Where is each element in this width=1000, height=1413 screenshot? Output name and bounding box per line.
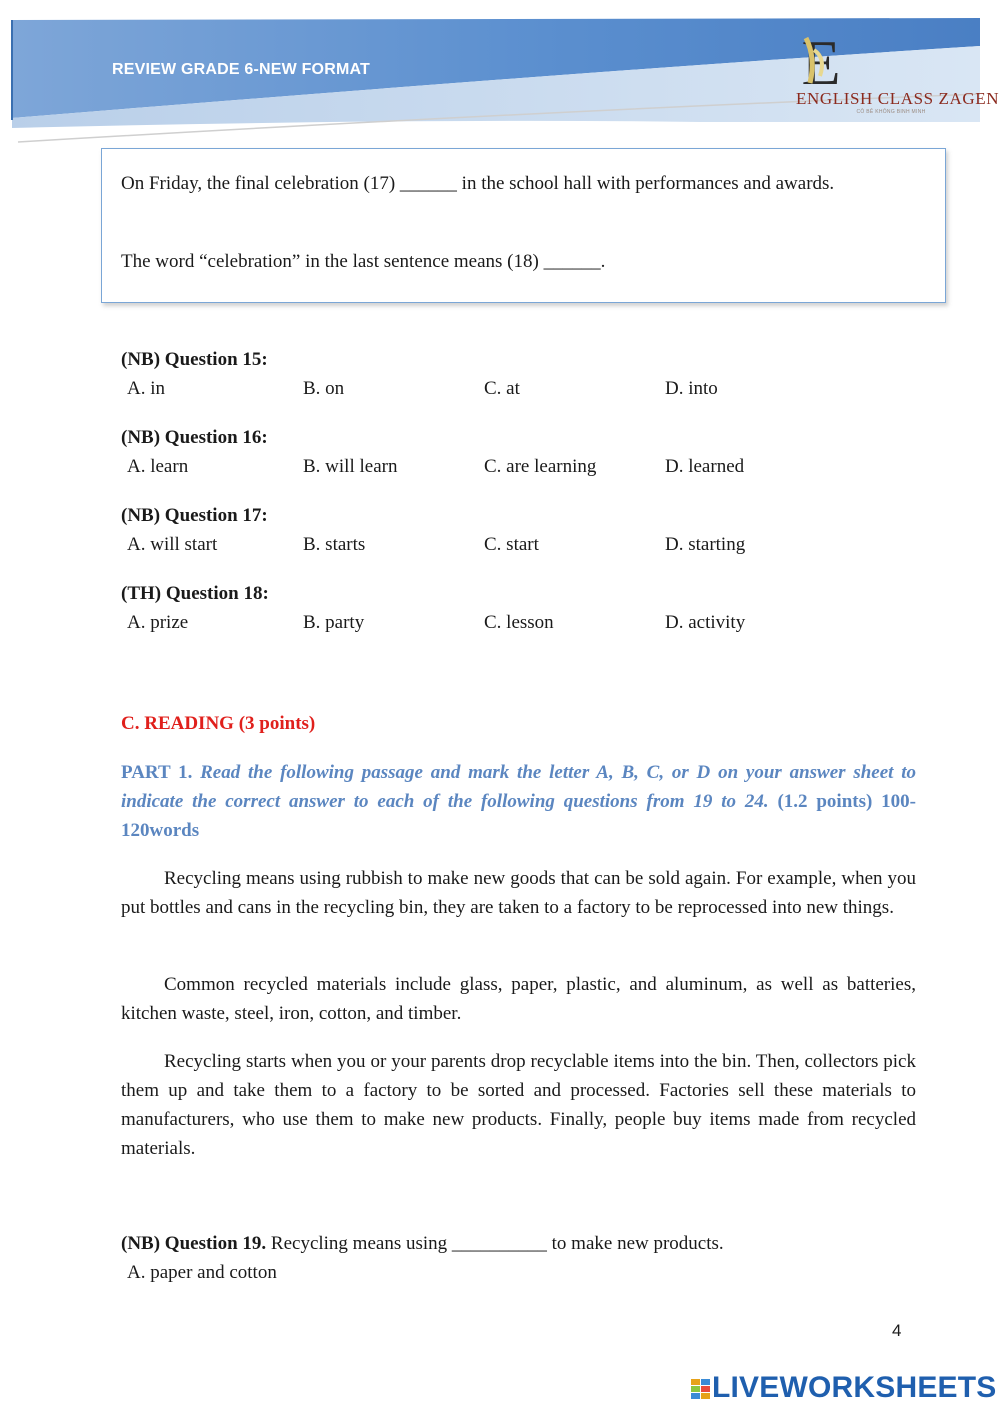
option-b[interactable]: B. party — [303, 612, 365, 633]
part-label: PART 1. — [121, 762, 193, 783]
reading-paragraph-1: Recycling means using rubbish to make new goods that can be sold again. For example, when you put bottles and cans in the recycling bin, they are taken to a factory to be reprocessed into new things. — [121, 868, 916, 918]
reading-paragraph-2: Common recycled materials include glass, paper, plastic, and aluminum, as well as batteries, kitchen waste, steel, iron, cotton, and timber. — [121, 974, 916, 1024]
option-c[interactable]: C. at — [484, 378, 520, 399]
part-1-instruction — [121, 758, 916, 845]
question-label: (NB) Question 19. — [121, 1233, 267, 1254]
svg-text:E: E — [801, 28, 841, 90]
option-c[interactable]: C. start — [484, 534, 539, 555]
option-a[interactable]: A. will start — [127, 534, 218, 555]
logo-e-mark — [796, 28, 846, 90]
option-a[interactable]: A. prize — [127, 612, 189, 633]
option-b[interactable]: B. starts — [303, 534, 366, 555]
logo — [796, 28, 1000, 118]
option-d[interactable]: D. into — [665, 378, 718, 399]
part-points: (1.2 points) 100-120words — [121, 791, 916, 841]
question-19 — [121, 1229, 724, 1258]
question-label: (NB) Question 17: — [121, 505, 268, 526]
question-label: (NB) Question 15: — [121, 349, 268, 370]
liveworksheets-icon — [690, 1377, 712, 1401]
option-a[interactable]: A. in — [127, 378, 165, 399]
reading-paragraph-3: Recycling starts when you or your parents drop recyclable items into the bin. Then, collectors pick them up and take them to a factory to be sorted and processed. Factories sell these materials to manufacturers, who use them to make new products. Finally, people buy items made from recycled materials. — [121, 1051, 916, 1159]
page-number: 4 — [892, 1321, 902, 1340]
option-d[interactable]: D. starting — [665, 534, 746, 555]
option-c[interactable]: C. lesson — [484, 612, 554, 633]
option-d[interactable]: D. activity — [665, 612, 746, 633]
passage-box — [101, 148, 946, 303]
liveworksheets-text: LIVEWORKSHEETS — [712, 1371, 997, 1404]
option-c[interactable]: C. are learning — [484, 456, 597, 477]
page-header — [0, 0, 1000, 150]
liveworksheets-brand — [690, 1370, 997, 1410]
part-instruction-text: Read the following passage and mark the letter A, B, C, or D on your answer sheet to indicate the correct answer to each of the following questions from 19 to 24. — [121, 762, 916, 812]
option-b[interactable]: B. on — [303, 378, 345, 399]
logo-subtext: CÔ BÊ KHÔNG BINH MINH — [856, 109, 926, 115]
question-label: (TH) Question 18: — [121, 583, 269, 604]
passage-line-18: The word “celebration” in the last sentence means (18) ______. — [121, 251, 606, 272]
question-text: Recycling means using __________ to make new products. — [270, 1233, 724, 1254]
option-b[interactable]: B. will learn — [303, 456, 398, 477]
option-d[interactable]: D. learned — [665, 456, 745, 477]
option-a[interactable]: A. learn — [127, 456, 189, 477]
header-title: REVIEW GRADE 6-NEW FORMAT — [112, 61, 371, 78]
question-label: (NB) Question 16: — [121, 427, 268, 448]
passage-line-17: On Friday, the final celebration (17) ______ in the school hall with performances and awards. — [121, 173, 835, 194]
logo-text: ENGLISH CLASS ZAGEN — [796, 89, 1000, 108]
reading-section-title: C. READING (3 points) — [121, 713, 316, 734]
option-a[interactable]: A. paper and cotton — [127, 1262, 277, 1283]
